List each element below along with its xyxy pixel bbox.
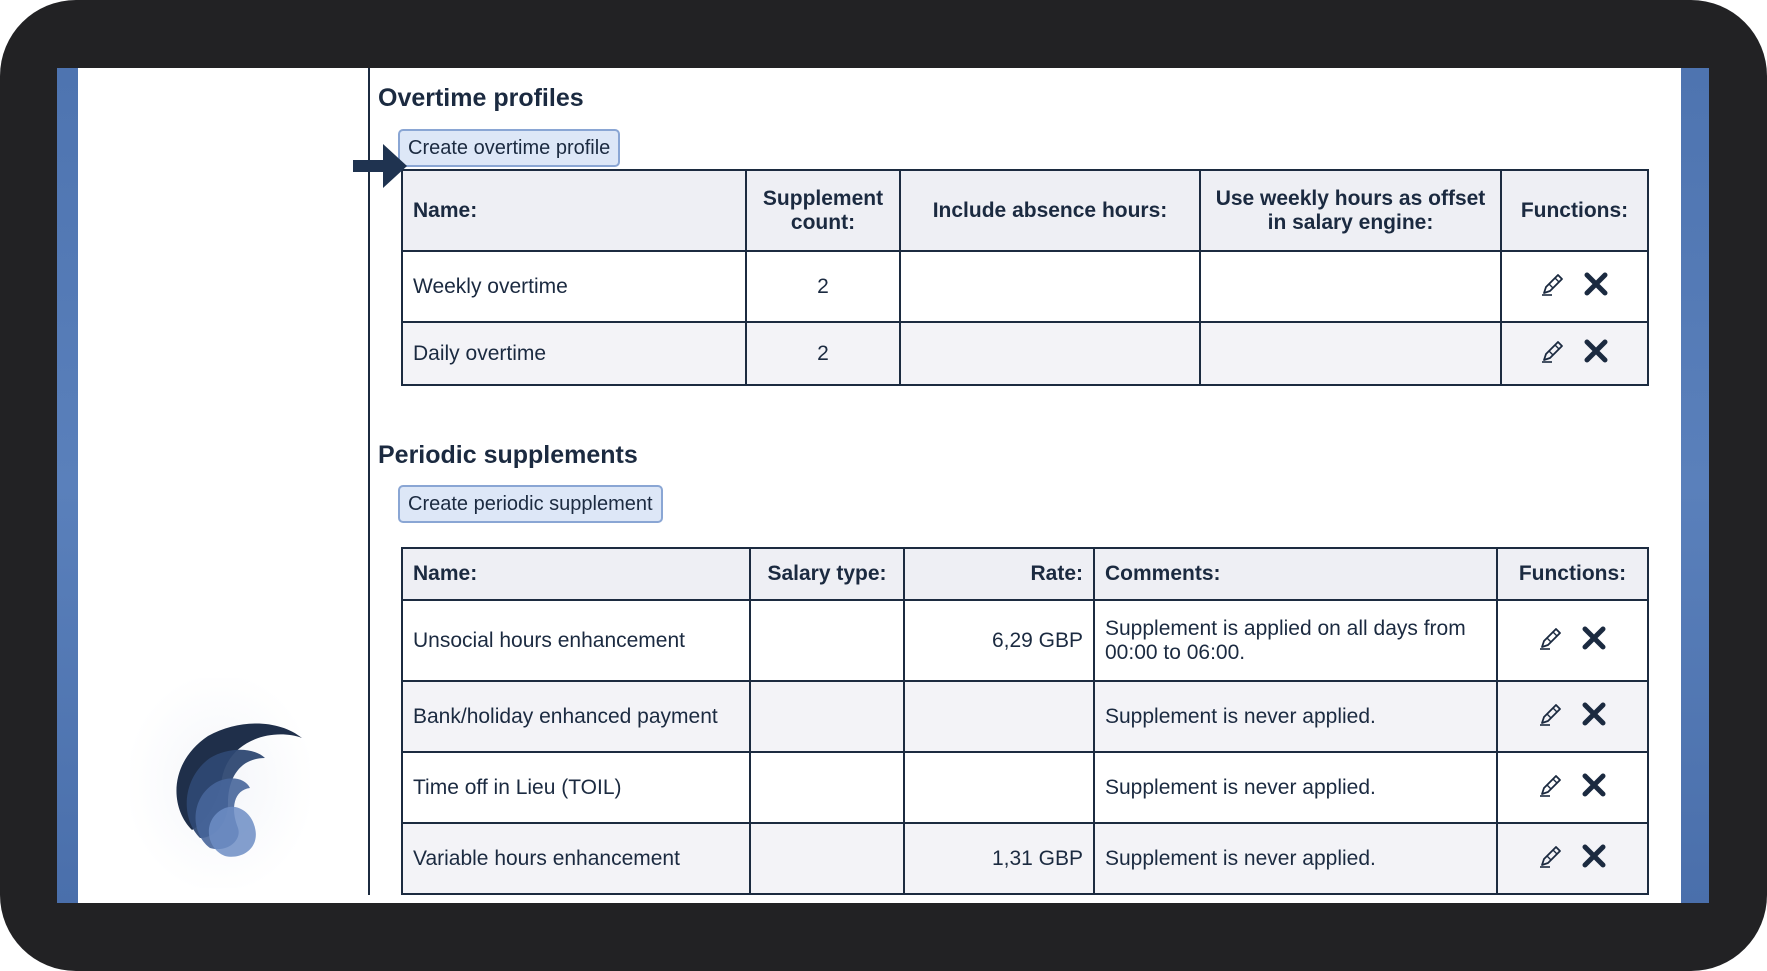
row-comments: Supplement is never applied. xyxy=(1094,681,1497,752)
table-row xyxy=(402,322,1648,385)
table-row xyxy=(402,752,1648,823)
row-functions xyxy=(1497,823,1648,894)
pencil-icon[interactable] xyxy=(1537,842,1565,876)
sidebar xyxy=(78,68,370,895)
row-supplement-count: 2 xyxy=(746,322,900,385)
row-functions xyxy=(1497,752,1648,823)
pencil-icon[interactable] xyxy=(1539,270,1567,304)
table-header-row xyxy=(402,170,1648,251)
row-functions xyxy=(1497,600,1648,681)
row-rate: 6,29 GBP xyxy=(904,600,1094,681)
main-content xyxy=(378,68,1678,903)
logo-icon xyxy=(130,678,310,888)
overtime-profiles-title: Overtime profiles xyxy=(378,84,584,112)
row-rate: 1,31 GBP xyxy=(904,823,1094,894)
row-functions xyxy=(1497,681,1648,752)
row-name: Time off in Lieu (TOIL) xyxy=(402,752,750,823)
column-header-comments: Comments: xyxy=(1094,548,1497,600)
logo xyxy=(130,678,310,888)
column-header-functions: Functions: xyxy=(1497,548,1648,600)
table-row xyxy=(402,600,1648,681)
periodic-supplements-table xyxy=(401,547,1649,895)
row-salary-type xyxy=(750,600,904,681)
pencil-icon[interactable] xyxy=(1539,337,1567,371)
column-header-supplement-count: Supplement count: xyxy=(746,170,900,251)
pencil-icon[interactable] xyxy=(1537,771,1565,805)
create-overtime-profile-button[interactable]: Create overtime profile xyxy=(398,129,620,167)
table-row xyxy=(402,251,1648,322)
row-name: Unsocial hours enhancement xyxy=(402,600,750,681)
row-rate xyxy=(904,752,1094,823)
pencil-icon[interactable] xyxy=(1537,624,1565,658)
column-header-rate: Rate: xyxy=(904,548,1094,600)
column-header-weekly-offset: Use weekly hours as offset in salary engine: xyxy=(1200,170,1501,251)
close-icon[interactable] xyxy=(1580,842,1608,876)
pencil-icon[interactable] xyxy=(1537,700,1565,734)
row-supplement-count: 2 xyxy=(746,251,900,322)
table-row xyxy=(402,681,1648,752)
column-header-name: Name: xyxy=(402,170,746,251)
close-icon[interactable] xyxy=(1580,771,1608,805)
periodic-supplements-title: Periodic supplements xyxy=(378,441,638,469)
row-name: Bank/holiday enhanced payment xyxy=(402,681,750,752)
column-header-name: Name: xyxy=(402,548,750,600)
row-functions xyxy=(1501,322,1648,385)
arrow-right-icon xyxy=(351,141,411,191)
row-comments: Supplement is never applied. xyxy=(1094,823,1497,894)
row-salary-type xyxy=(750,752,904,823)
row-name: Weekly overtime xyxy=(402,251,746,322)
row-weekly-offset xyxy=(1200,322,1501,385)
column-header-salary-type: Salary type: xyxy=(750,548,904,600)
row-name: Daily overtime xyxy=(402,322,746,385)
close-icon[interactable] xyxy=(1582,270,1610,304)
column-header-functions: Functions: xyxy=(1501,170,1648,251)
page xyxy=(78,68,1681,903)
table-header-row xyxy=(402,548,1648,600)
row-name: Variable hours enhancement xyxy=(402,823,750,894)
row-salary-type xyxy=(750,823,904,894)
row-include-absence xyxy=(900,251,1200,322)
row-salary-type xyxy=(750,681,904,752)
row-rate xyxy=(904,681,1094,752)
close-icon[interactable] xyxy=(1580,624,1608,658)
row-comments: Supplement is applied on all days from 00:00 to 06:00. xyxy=(1094,600,1497,681)
screen xyxy=(57,68,1709,903)
create-periodic-supplement-button[interactable]: Create periodic supplement xyxy=(398,485,663,523)
row-comments: Supplement is never applied. xyxy=(1094,752,1497,823)
row-functions xyxy=(1501,251,1648,322)
row-include-absence xyxy=(900,322,1200,385)
column-header-include-absence: Include absence hours: xyxy=(900,170,1200,251)
overtime-profiles-table xyxy=(401,169,1649,386)
row-weekly-offset xyxy=(1200,251,1501,322)
close-icon[interactable] xyxy=(1582,337,1610,371)
table-row xyxy=(402,823,1648,894)
close-icon[interactable] xyxy=(1580,700,1608,734)
